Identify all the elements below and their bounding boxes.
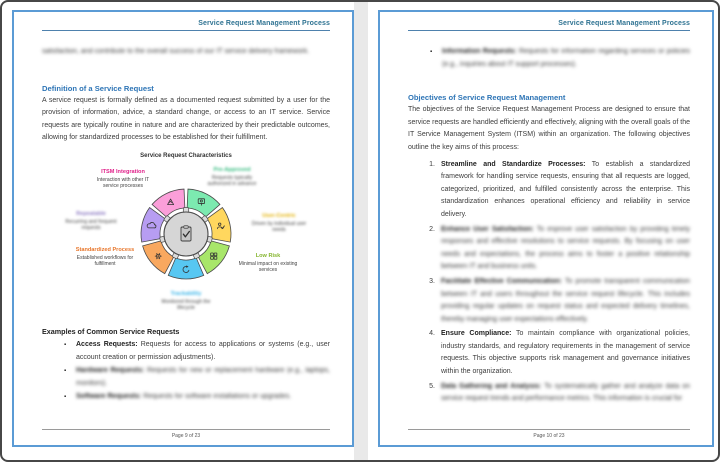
diagram-label-user-centric: User-Centric Driven by individual user needs bbox=[251, 212, 307, 234]
list-number: 3. bbox=[429, 277, 435, 285]
intro-paragraph-blurred: satisfaction, and contribute to the overall success of our IT service delivery framework. bbox=[42, 48, 310, 55]
bullet-text: Requests for new or replacement hardware (e.g., laptops, monitors). bbox=[76, 367, 331, 387]
objectives-numbered-list bbox=[408, 159, 690, 406]
objective-compliance bbox=[422, 328, 690, 378]
bullet-marker: ▪ bbox=[64, 368, 67, 375]
objective-user-satisfaction bbox=[422, 224, 690, 274]
bullet-lead: Information Requests: bbox=[442, 48, 517, 55]
service-request-characteristics-diagram bbox=[65, 152, 307, 319]
page-left-header: Service Request Management Process bbox=[42, 20, 330, 31]
page-gutter bbox=[354, 2, 368, 460]
bullet-text: Requests for software installations or upgrades. bbox=[143, 393, 292, 401]
bullet-access-requests bbox=[64, 339, 330, 364]
diagram-label-trackability: Trackability Monitored through the lifecycle bbox=[161, 290, 211, 312]
bullet-software-requests bbox=[64, 391, 330, 404]
characteristics-wheel bbox=[139, 187, 233, 281]
clipboard-check-icon bbox=[181, 226, 191, 241]
bullet-text: Requests for access to applications or systems (e.g., user account creation or permission adjustments). bbox=[76, 340, 330, 361]
bullet-text: Requests for information regarding services or policies (e.g., inquiries about IT support processes). bbox=[442, 48, 690, 68]
definition-heading: Definition of a Service Request bbox=[42, 83, 154, 93]
objective-lead: Facilitate Effective Communication: bbox=[441, 277, 563, 285]
objective-text: To establish a standardized framework for handling service requests, ensuring that all requests are logged, categorized, prioritized, and fulfilled consistently across the enterprise. This standardization enhances operational efficiency and reliability in service delivery. bbox=[441, 160, 690, 218]
wheel-segment-trackability bbox=[168, 258, 203, 279]
list-number: 2. bbox=[429, 225, 435, 233]
objective-text: To improve user satisfaction by providing timely responses and effective resolutions to service requests. By focusing on user needs and expectations, the process aims to foster a positive relationship between IT and business units. bbox=[441, 225, 691, 271]
examples-bullet-list bbox=[42, 339, 330, 404]
diagram-title: Service Request Characteristics bbox=[140, 152, 232, 159]
objective-lead: Streamline and Standardize Processes: bbox=[441, 160, 586, 168]
diagram-label-itsm: ITSM Integration Interaction with other IT service processes bbox=[96, 168, 150, 190]
objective-text: To maintain compliance with organizational policies, industry standards, and regulatory requirements in the management of service requests. This objective supports risk management and governance initiatives within the organization. bbox=[441, 330, 690, 376]
page-left-content bbox=[14, 12, 352, 445]
list-number: 1. bbox=[429, 160, 435, 168]
page-left bbox=[12, 10, 354, 447]
examples-heading: Examples of Common Service Requests bbox=[42, 326, 180, 336]
bullet-information-requests bbox=[430, 46, 690, 71]
list-number: 4. bbox=[429, 330, 435, 338]
page-right-content bbox=[380, 12, 712, 445]
diagram-label-low-risk: Low Risk Minimal impact on existing services bbox=[238, 252, 298, 274]
objective-lead: Enhance User Satisfaction: bbox=[441, 225, 534, 233]
bullet-marker: ▪ bbox=[64, 394, 67, 401]
definition-paragraph: A service request is formally defined as a documented request submitted by a user for the provision of information, advice, a standard change, or access to an IT service. Service requests are typically routine in nature and are characterized by their predictable outcomes, allowing for standardized processes to be established for their fulfillment. bbox=[42, 96, 330, 142]
diagram-label-repeatable: Repeatable Recurring and frequent requests bbox=[65, 210, 117, 232]
objective-lead: Ensure Compliance: bbox=[441, 330, 512, 338]
objective-text: To systematically gather and analyze data on service request trends and performance metrics. This information is crucial for bbox=[441, 382, 690, 403]
list-number: 5. bbox=[429, 382, 435, 390]
objectives-intro-paragraph: The objectives of the Service Request Management Process are designed to ensure that service requests are handled efficiently and effectively, aligning with the overall goals of the IT Service Management System (ITSM) within an organization. The following objectives outline the key aims of this process: bbox=[408, 106, 690, 151]
objectives-heading: Objectives of Service Request Management bbox=[408, 93, 566, 103]
page-right bbox=[378, 10, 714, 447]
bullet-lead: Software Requests: bbox=[76, 393, 142, 401]
bullet-lead: Hardware Requests: bbox=[76, 367, 145, 375]
bullet-marker: ▪ bbox=[64, 341, 67, 348]
objective-lead: Data Gathering and Analysis: bbox=[441, 382, 542, 390]
objective-text: To promote transparent communication between IT and users throughout the service request lifecycle. This includes providing regular updates on request status and expected delivery timelines, thereby managing user expectations effectively. bbox=[441, 277, 690, 323]
bullet-lead: Access Requests: bbox=[76, 340, 138, 348]
bullet-hardware-requests bbox=[64, 365, 330, 390]
diagram-label-standardized-process: Standardized Process Established workflows for fulfillment bbox=[75, 246, 135, 268]
objective-data-analysis bbox=[422, 381, 690, 406]
information-bullet-list bbox=[408, 46, 690, 71]
page-right-header: Service Request Management Process bbox=[408, 20, 690, 31]
bullet-marker: ▪ bbox=[430, 49, 433, 55]
page-right-footer: Page 10 of 23 bbox=[408, 429, 690, 439]
page-left-footer: Page 9 of 23 bbox=[42, 429, 330, 439]
objective-communication bbox=[422, 276, 690, 326]
objective-streamline bbox=[422, 159, 690, 222]
diagram-label-pre-approved: Pre-Approved Requests typically authorized in advance bbox=[207, 166, 257, 188]
